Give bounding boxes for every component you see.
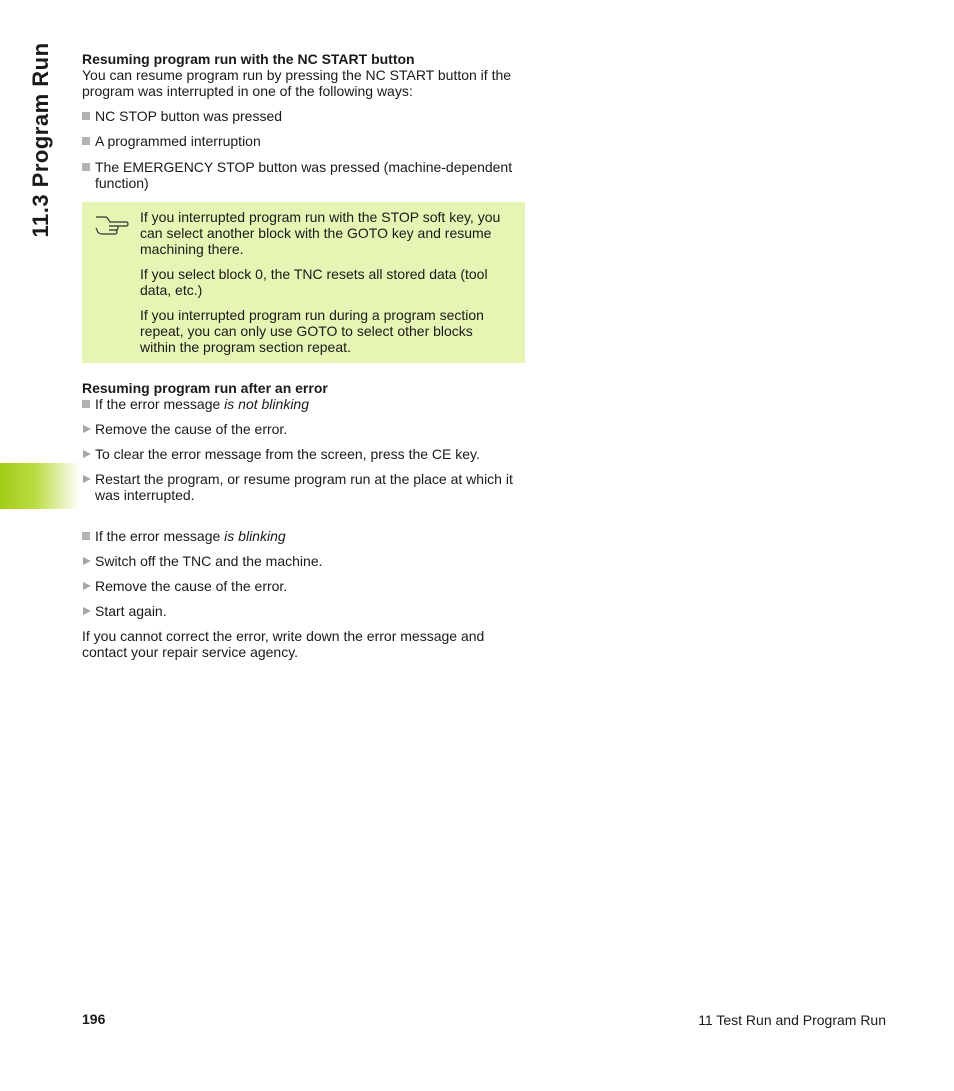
step-text: Start again.: [95, 603, 167, 619]
square-bullet-icon: [82, 163, 90, 171]
chapter-thumb-tab: [0, 463, 80, 509]
step-item: [82, 603, 527, 619]
arrow-bullet-icon: [83, 450, 91, 458]
step-text: Restart the program, or resume program run at the place at which it was interrupted.: [95, 471, 513, 503]
step-item: [82, 578, 527, 594]
step-text: To clear the error message from the screen, press the CE key.: [95, 446, 480, 462]
condition-item: [82, 528, 527, 544]
heading-resume-nc-start: Resuming program run with the NC START button: [82, 51, 415, 67]
page-number: 196: [82, 1011, 106, 1027]
step-item: [82, 421, 527, 437]
list-item-text: A programmed interruption: [95, 133, 261, 149]
step-item: [82, 446, 527, 462]
main-content: [82, 51, 527, 660]
arrow-bullet-icon: [83, 582, 91, 590]
square-bullet-icon: [82, 112, 90, 120]
chapter-section-title-text: 11.3 Program Run: [28, 42, 53, 238]
step-text: Switch off the TNC and the machine.: [95, 553, 323, 569]
chapter-section-title: [26, 30, 56, 250]
note-box: [82, 202, 525, 363]
square-bullet-icon: [82, 137, 90, 145]
condition-text: If the error message: [95, 396, 225, 412]
condition-emphasis: is not blinking: [224, 396, 309, 412]
condition-item: [82, 396, 527, 412]
note-paragraph: If you interrupted program run during a program section repeat, you can only use GOTO to select other blocks within the program section repeat.: [140, 307, 484, 355]
list-item: [82, 133, 527, 149]
list-item: [82, 108, 527, 124]
arrow-bullet-icon: [83, 475, 91, 483]
step-text: Remove the cause of the error.: [95, 578, 288, 594]
square-bullet-icon: [82, 400, 90, 408]
arrow-bullet-icon: [83, 425, 91, 433]
square-bullet-icon: [82, 532, 90, 540]
intro-paragraph: You can resume program run by pressing the NC START button if the program was interrupted in one of the following ways:: [82, 67, 512, 99]
chapter-footer: 11 Test Run and Program Run: [698, 1012, 886, 1028]
pointing-hand-icon: [95, 213, 129, 235]
condition-emphasis: is blinking: [224, 528, 286, 544]
step-text: Remove the cause of the error.: [95, 421, 288, 437]
heading-resume-error: Resuming program run after an error: [82, 380, 328, 396]
list-item: [82, 159, 527, 191]
list-item-text: The EMERGENCY STOP button was pressed (machine-dependent function): [95, 159, 513, 191]
arrow-bullet-icon: [83, 607, 91, 615]
closing-paragraph: If you cannot correct the error, write down the error message and contact your repair service agency.: [82, 628, 485, 660]
condition-text: If the error message: [95, 528, 225, 544]
step-item: [82, 553, 527, 569]
note-paragraph: If you interrupted program run with the STOP soft key, you can select another block with the GOTO key and resume machining there.: [140, 209, 501, 257]
step-item: [82, 471, 527, 503]
note-paragraph: If you select block 0, the TNC resets all stored data (tool data, etc.): [140, 266, 488, 298]
list-item-text: NC STOP button was pressed: [95, 108, 283, 124]
arrow-bullet-icon: [83, 557, 91, 565]
